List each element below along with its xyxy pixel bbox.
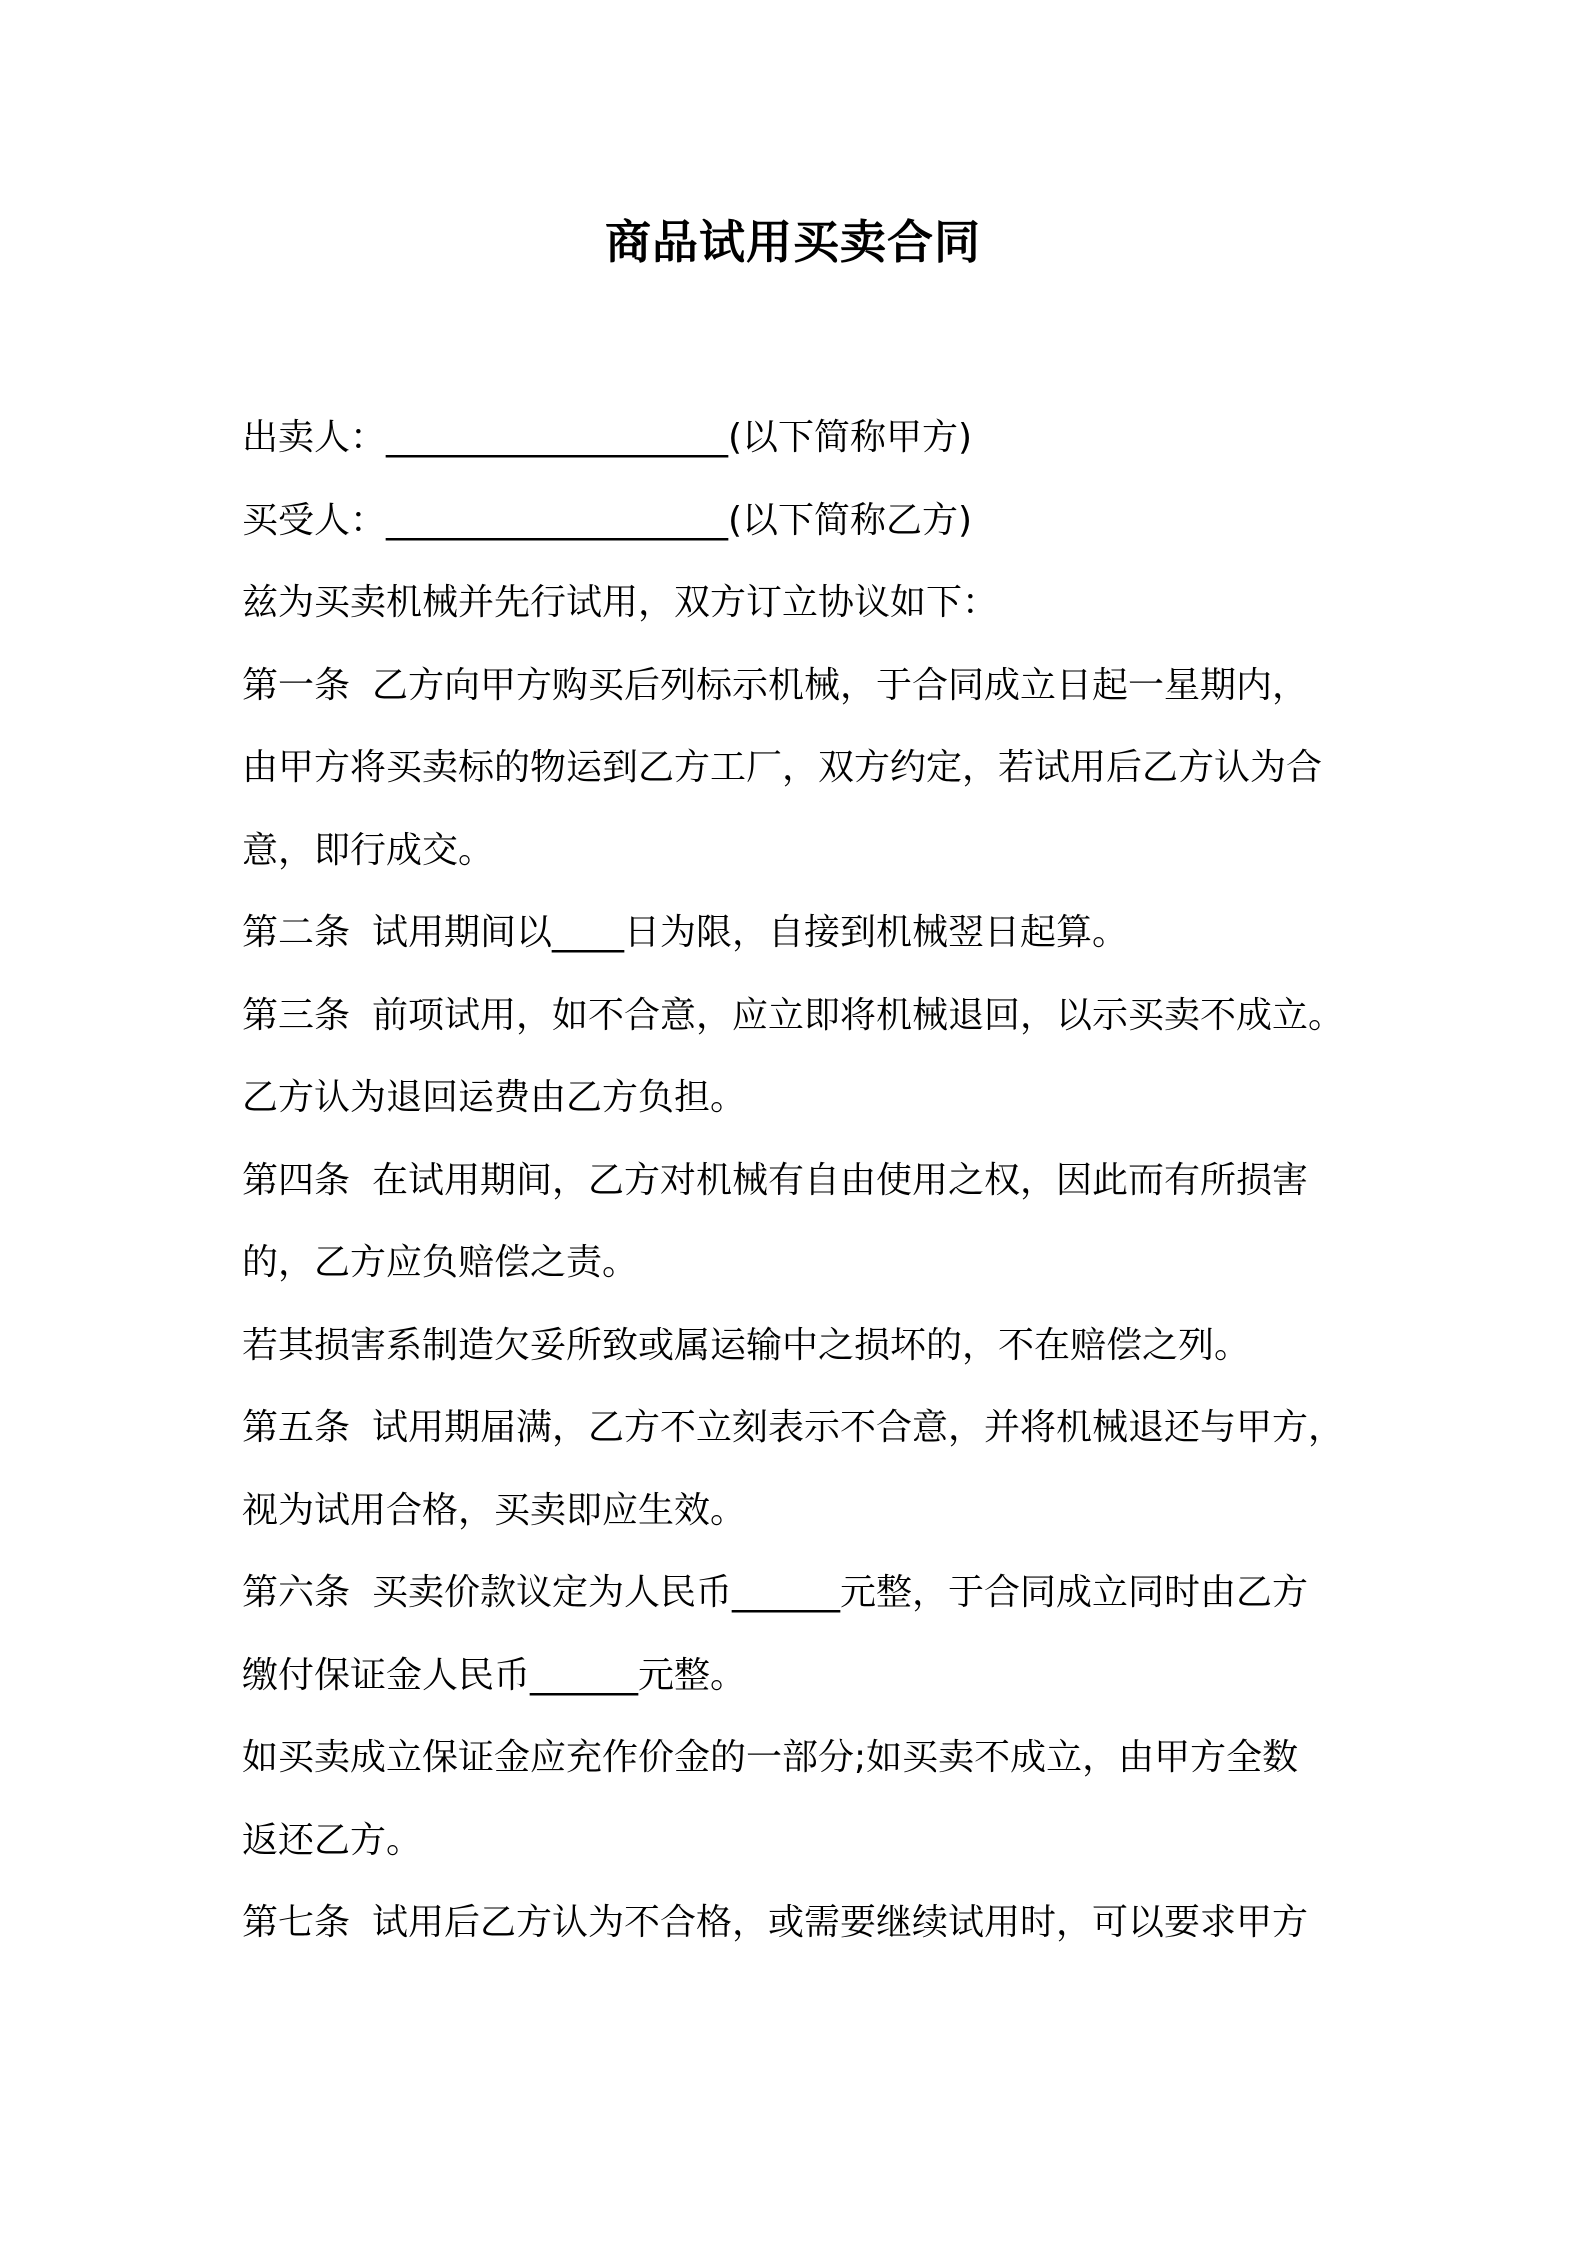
- article-number: 第四条: [242, 1159, 351, 1201]
- contract-body: [242, 408, 1382, 1976]
- contract-line: [242, 491, 1382, 574]
- line-text: 返还乙方。: [242, 1819, 423, 1861]
- contract-line: [242, 1728, 1382, 1811]
- article-number: 第一条: [242, 664, 351, 706]
- line-text: 视为试用合格，买卖即应生效。: [242, 1489, 747, 1531]
- contract-line: [242, 1563, 1382, 1646]
- line-text: 试用后乙方认为不合格，或需要继续试用时，可以要求甲方: [372, 1902, 1309, 1943]
- line-text: 前项试用，如不合意，应立即将机械退回，以示买卖不成立。: [372, 994, 1345, 1036]
- line-text: 试用期间以____日为限，自接到机械翌日起算。: [372, 912, 1129, 953]
- line-text: 买受人：___________________(以下简称乙方): [242, 499, 973, 541]
- article-number: 第二条: [242, 912, 351, 953]
- line-text: 兹为买卖机械并先行试用，双方订立协议如下：: [242, 582, 999, 623]
- line-text: 买卖价款议定为人民币______元整，于合同成立同时由乙方: [372, 1572, 1309, 1613]
- line-text: 乙方向甲方购买后列标示机械，于合同成立日起一星期内，: [372, 664, 1309, 706]
- contract-line: [242, 1151, 1382, 1234]
- contract-line: [242, 1893, 1382, 1976]
- line-text: 缴付保证金人民币______元整。: [242, 1654, 747, 1696]
- article-number: 第六条: [242, 1572, 351, 1613]
- line-text: 出卖人：___________________(以下简称甲方): [242, 417, 973, 458]
- contract-line: [242, 573, 1382, 656]
- contract-line: [242, 903, 1382, 986]
- contract-line: [242, 1398, 1382, 1481]
- line-text: 由甲方将买卖标的物运到乙方工厂，双方约定，若试用后乙方认为合: [242, 747, 1323, 788]
- contract-line: [242, 656, 1382, 739]
- line-text: 如买卖成立保证金应充作价金的一部分;如买卖不成立，由甲方全数: [242, 1737, 1299, 1778]
- contract-line: [242, 408, 1382, 491]
- contract-line: [242, 1068, 1382, 1151]
- contract-line: [242, 1811, 1382, 1894]
- article-number: 第五条: [242, 1407, 351, 1448]
- contract-title: 商品试用买卖合同: [605, 215, 981, 269]
- line-text: 的，乙方应负赔偿之责。: [242, 1242, 639, 1283]
- contract-line: [242, 1316, 1382, 1399]
- line-text: 试用期届满，乙方不立刻表示不合意，并将机械退还与甲方，: [372, 1407, 1345, 1448]
- article-number: 第三条: [242, 994, 351, 1036]
- line-text: 在试用期间，乙方对机械有自由使用之权，因此而有所损害: [372, 1159, 1309, 1201]
- line-text: 乙方认为退回运费由乙方负担。: [242, 1077, 747, 1118]
- contract-line: [242, 738, 1382, 821]
- contract-line: [242, 1481, 1382, 1564]
- contract-line: [242, 821, 1382, 904]
- contract-line: [242, 1233, 1382, 1316]
- article-number: 第七条: [242, 1902, 351, 1943]
- line-text: 意，即行成交。: [242, 829, 495, 871]
- contract-line: [242, 1646, 1382, 1729]
- contract-line: [242, 986, 1382, 1069]
- line-text: 若其损害系制造欠妥所致或属运输中之损坏的，不在赔偿之列。: [242, 1324, 1251, 1366]
